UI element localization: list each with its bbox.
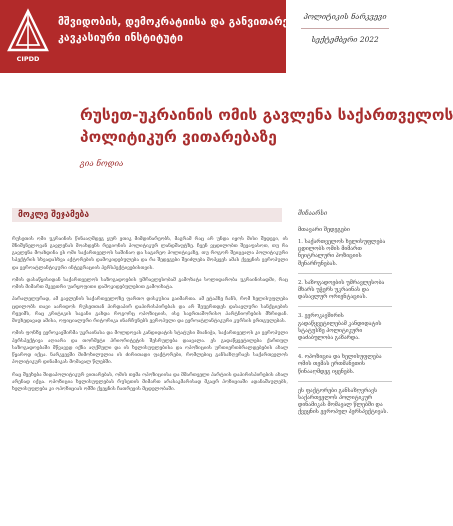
sidebar-item [298, 313, 392, 348]
sidebar [298, 210, 392, 417]
meta-divider [301, 28, 389, 29]
author-name: გია ნოდია [80, 159, 124, 168]
body-text [12, 231, 288, 398]
org-name-line-2: კავკასიური ინსტიტუტი [58, 32, 184, 44]
title-line-2: პოლიტიკურ ვითარებაზე [80, 128, 277, 146]
sidebar-item [298, 354, 392, 382]
sidebar-divider [298, 347, 392, 348]
sidebar-divider [298, 381, 392, 382]
logo-text: CIPDD [16, 55, 40, 63]
sidebar-item [298, 239, 392, 274]
sidebar-item-text: 1. საქართველოს ხელისუფლება ცდილობს ომის მიმართ ნეიტრალური პოზიციის შენარჩუნებას. [298, 239, 386, 267]
page-header [0, 0, 400, 73]
sidebar-subtitle: მთავარი შედეგები [298, 227, 350, 233]
sidebar-item-text: 2. საზოგადოების უმრავლესობა მხარს უჭერს უკრაინას და დასავლურ ორიენტაციას. [298, 279, 385, 301]
sidebar-divider [298, 306, 392, 307]
paragraph: ომის დასაწყისიდან საქართველოს საზოგადოების უმრავლესობამ გამოხატა სოლიდარობა უკრაინისადმი, რაც ომის მიმართ მკვეთრი უარყოფითი დამოკიდებულებით გამოიხატა. [12, 277, 288, 291]
org-name-line-1: მშვიდობის, დემოკრატიისა და განვითარების [58, 16, 307, 28]
section-title: მოკლე შეჯამება [18, 210, 90, 220]
sidebar-divider [298, 273, 392, 274]
paragraph: ომის ფონზე ევროკავშირმა უკრაინასა და მოლდოვას კანდიდატის სტატუსი მიანიჭა, საქართველოს კი ევროპული პერსპექტივა აღიარა და თორმეტი პრიორიტეტის შესრულება დაავალა. ეს გადაწყვეტილება ქართულ საზოგადოებაში მწვავედ იქნა აღქმული და ის ხელისუფლებისა და ოპოზიციის ურთიერთბრალდებების ახალ წყაროდ იქცა. ნარკვევში მიმოხილულია ის ძირითადი ფაქტორები, რომლებიც განსაზღვრავს საქართველოს პოლიტიკურ დინამიკას მომავალ წლებში. [12, 331, 288, 366]
cipdd-logo-icon [6, 8, 50, 66]
series-label: პოლიტიკის ნარკვევი [303, 12, 387, 21]
paragraph: რაც შეეხება შიდაპოლიტიკურ ვითარებას, ომის თემა ოპოზიციისა და მმართველი პარტიის დაპირისპირების ახალ არენად იქცა. ოპოზიცია ხელისუფლებას რუსეთის მიმართ არასაკმარისად მკაცრ პოზიციაში ადანაშაულებს, ხელისუფლება კი ოპოზიციას ომში ქვეყნის ჩათრევის მცდელობაში. [12, 372, 288, 393]
sidebar-closing-text: ეს ფაქტორები განსაზღვრავს საქართველოს პოლიტიკურ დინამიკას მომავალ წლებში და ქვეყნის ევროპულ პერსპექტივას. [298, 387, 389, 416]
publication-meta [293, 12, 397, 45]
sidebar-item-text: 3. ევროკავშირის გადაწყვეტილებამ კანდიდატის სტატუსზე პოლიტიკური დაძაბულობა გაზარდა. [298, 313, 382, 342]
paragraph: რუსეთის ომი უკრაინის წინააღმდეგ ყურ ეთიკ მიმდინარეობს, მაგრამ რაც არ უნდა იყოს მისი შედეგი, ის მნიშვნელოვან გავლენას მოახდენს რეგიონის პოლიტიკურ ლანდშაფტზე. ჩვენ ვცდილობთ შევაფასოთ, თუ რა გავლენა მოახდინა ეს ომი საქართველოს საშინაო და საგარეო პოლიტიკაზე, თუ როგორ შეიცვალა პოლიტიკური სპექტრის სხვადასხვა აქტორების დამოკიდებულება და რა შედეგები შეიძლება მოჰყვეს ამას ქვეყნის ევროპული და ევროატლანტიკური ინტეგრაციის პერსპექტივებისთვის. [12, 236, 288, 271]
document-title [80, 104, 453, 148]
sidebar-item-text: 4. ოპოზიცია და ხელისუფლება ომის თემას ერთმანეთის წინააღმდეგ იყენებს. [298, 354, 382, 375]
sidebar-title: შინაარსი [298, 210, 328, 217]
organization-name [58, 14, 307, 46]
sidebar-item [298, 280, 392, 308]
publication-date: სექტემბერი 2022 [311, 35, 379, 44]
paragraph: პარალელურად, ამ გავლენის საქართველოზე ფართო დისკუსია გაიმართა. ამ ეტაპზე ჩანს, რომ ხელისუფლება ცდილობს თავი აარიდოს რუსეთთან პირდაპირ დაპირისპირებას და არ შეუერთდეს დასავლური სანქციების რეჟიმს, რაც კრიტიკის საგანი გახდა როგორც ოპოზიციის, ისე საერთაშორისო პარტნიორების მხრიდან. მიუხედავად ამისა, ოფიციალური რიტორიკა ინარჩუნებს ევროპული და ევროატლანტიკური კურსის ერთგულებას. [12, 297, 288, 325]
title-line-1: რუსეთ-უკრაინის ომის გავლენა საქართველოს [80, 106, 453, 124]
